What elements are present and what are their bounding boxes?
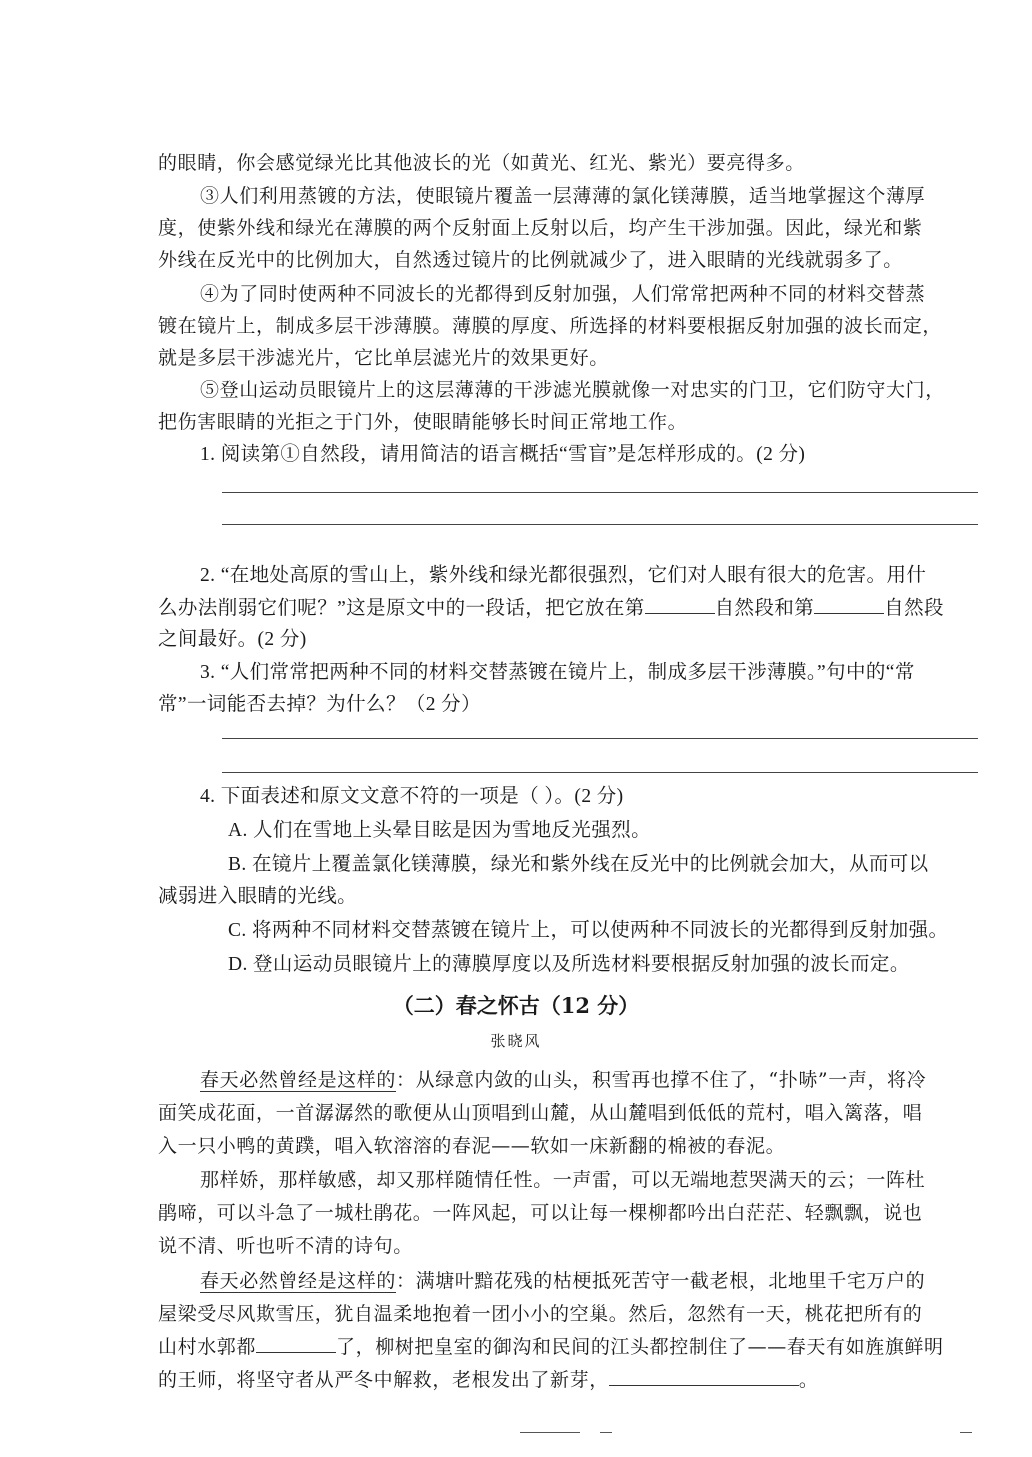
option-a: A. 人们在雪地上头晕目眩是因为雪地反光强烈。 — [228, 820, 652, 841]
section-title: （二）春之怀古（12 分） — [392, 993, 640, 1018]
section2-paragraph-2-line: 说不清、听也听不清的诗句。 — [158, 1235, 413, 1257]
paragraph-3-line: 度，使紫外线和绿光在薄膜的两个反射面上反射以后，均产生干涉加强。因此，绿光和紫 — [158, 217, 923, 239]
paragraph-5-line: 把伤害眼睛的光拒之于门外，使眼睛能够长时间正常地工作。 — [158, 411, 688, 433]
underlined-phrase: 春天必然曾经是这样的 — [200, 1069, 397, 1091]
answer-line[interactable] — [222, 772, 978, 773]
passage-line: 的眼睛，你会感觉绿光比其他波长的光（如黄光、红光、紫光）要亮得多。 — [158, 152, 805, 174]
section2-paragraph-3-line: 屋梁受尽风欺雪压，犹自温柔地抱着一团小小的空巢。然后，忽然有一天，桃花把所有的 — [158, 1303, 923, 1325]
section2-paragraph-3-line — [158, 1334, 978, 1360]
section2-paragraph-3-line — [200, 1268, 980, 1294]
paragraph-5-line: ⑤登山运动员眼镜片上的这层薄薄的干涉滤光膜就像一对忠实的门卫，它们防守大门， — [200, 379, 945, 401]
option-d: D. 登山运动员眼镜片上的薄膜厚度以及所选材料要根据反射加强的波长而定。 — [228, 954, 910, 975]
question-4: 4. 下面表述和原文文意不符的一项是（ ）。(2 分) — [200, 786, 624, 807]
paragraph-4-line: 就是多层干涉滤光片，它比单层滤光片的效果更好。 — [158, 347, 609, 369]
answer-line[interactable] — [222, 738, 978, 739]
question-3-line: 3. “人们常常把两种不同的材料交替蒸镀在镜片上，制成多层干涉薄膜。”句中的“常 — [200, 662, 915, 683]
question-2-text: 么办法削弱它们呢？”这是原文中的一段话，把它放在第 — [158, 598, 645, 619]
underlined-phrase: 春天必然曾经是这样的 — [200, 1270, 397, 1292]
option-b-line: 减弱进入眼睛的光线。 — [158, 886, 358, 907]
answer-line[interactable] — [222, 524, 978, 525]
passage-text: ：满塘叶黯花残的枯梗抵死苦守一截老根，北地里千宅万户的 — [396, 1270, 926, 1292]
section2-paragraph-2-line: 那样娇，那样敏感，却又那样随情任性。一声雷，可以无端地惹哭满天的云；一阵杜 — [200, 1169, 926, 1191]
paragraph-4-line: 镀在镜片上，制成多层干涉薄膜。薄膜的厚度、所选择的材料要根据反射加强的波长而定， — [158, 315, 943, 337]
passage-text: ：从绿意内敛的山头，积雪再也撑不住了，“扑哧”一声，将冷 — [396, 1069, 927, 1091]
question-3-line: 常”一词能否去掉？为什么？（2 分） — [158, 694, 481, 715]
question-1: 1. 阅读第①自然段，请用简洁的语言概括“雪盲”是怎样形成的。(2 分) — [200, 444, 806, 465]
answer-blank[interactable] — [609, 1367, 799, 1386]
option-b-line: B. 在镜片上覆盖氯化镁薄膜，绿光和紫外线在反光中的比例就会加大，从而可以 — [228, 854, 929, 875]
section2-paragraph-1-line — [200, 1067, 980, 1093]
scan-mark — [960, 1432, 972, 1433]
paragraph-4-line: ④为了同时使两种不同波长的光都得到反射加强，人们常常把两种不同的材料交替蒸 — [200, 283, 926, 305]
paragraph-3-line: 外线在反光中的比例加大，自然透过镜片的比例就减少了，进入眼睛的光线就弱多了。 — [158, 249, 903, 271]
passage-text: 了，柳树把皇室的御沟和民间的江头都控制住了——春天有如旌旗鲜明 — [336, 1336, 944, 1358]
option-c: C. 将两种不同材料交替蒸镀在镜片上，可以使两种不同波长的光都得到反射加强。 — [228, 920, 949, 941]
paragraph-3-line: ③人们利用蒸镀的方法，使眼镜片覆盖一层薄薄的氯化镁薄膜，适当地掌握这个薄厚 — [200, 185, 926, 207]
answer-blank[interactable] — [256, 1334, 336, 1353]
scan-mark — [600, 1432, 612, 1433]
section2-paragraph-1-line: 入一只小鸭的黄蹼，唱入软溶溶的春泥——软如一床新翻的棉被的春泥。 — [158, 1135, 786, 1157]
answer-line[interactable] — [222, 492, 978, 493]
question-2-line: 2. “在地处高原的雪山上，紫外线和绿光都很强烈，它们对人眼有很大的危害。用什 — [200, 565, 927, 586]
section2-paragraph-2-line: 鹃啼，可以斗急了一城杜鹃花。一阵风起，可以让每一棵柳都吟出白茫茫、轻飘飘，说也 — [158, 1202, 923, 1224]
question-2-line: 之间最好。(2 分) — [158, 629, 307, 650]
question-2-text: 自然段和第 — [714, 598, 815, 619]
answer-blank[interactable] — [814, 595, 884, 614]
question-2-line — [158, 595, 978, 622]
answer-blank[interactable] — [645, 595, 715, 614]
question-2-text: 自然段 — [884, 598, 944, 619]
author-name: 张晓风 — [490, 1032, 542, 1050]
passage-text: 。 — [798, 1369, 819, 1391]
section2-paragraph-3-line — [158, 1367, 978, 1393]
passage-text: 的王师，将坚守者从严冬中解救，老根发出了新芽， — [158, 1369, 609, 1391]
scan-mark — [520, 1432, 580, 1433]
section2-paragraph-1-line: 面笑成花面，一首潺潺然的歌便从山顶唱到山麓，从山麓唱到低低的荒村，唱入篱落，唱 — [158, 1102, 923, 1124]
passage-text: 山村水郭都 — [158, 1336, 257, 1358]
